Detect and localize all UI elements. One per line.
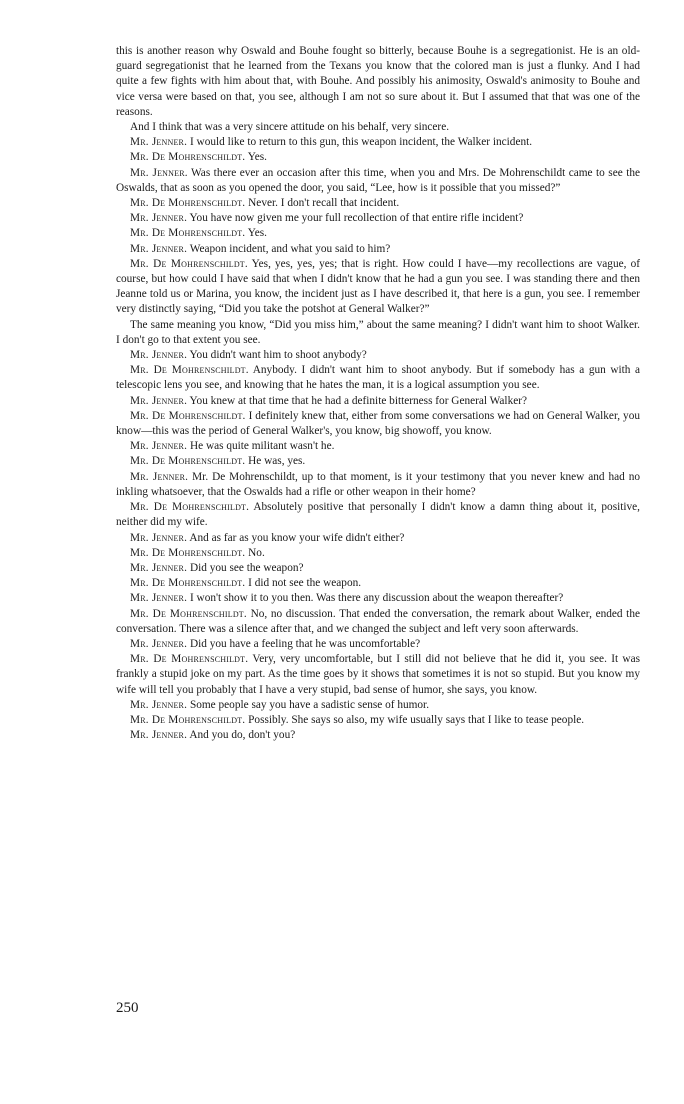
speaker-name: Mr. De Mohrenschildt. (130, 501, 250, 514)
transcript-paragraph (116, 531, 640, 546)
paragraph-text: Was there ever an occasion after this time, when you and Mrs. De Mohrenschildt came to see the Oswalds, that as soon as you opened the door, you said, “Lee, how is it possible that you missed?” (116, 166, 641, 194)
speaker-name: Mr. Jenner. (130, 440, 188, 453)
speaker-name: Mr. Jenner. (130, 470, 189, 483)
transcript-paragraph (116, 135, 640, 150)
speaker-name: Mr. De Mohrenschildt. (130, 607, 247, 620)
speaker-name: Mr. De Mohrenschildt. (130, 197, 246, 210)
transcript-paragraph (116, 546, 640, 561)
speaker-name: Mr. De Mohrenschildt. (130, 227, 246, 240)
transcript-paragraph (116, 454, 640, 469)
transcript-paragraph (116, 500, 640, 530)
paragraph-text: I did not see the weapon. (248, 577, 362, 590)
speaker-name: Mr. Jenner. (130, 166, 188, 179)
paragraph-text: Mr. De Mohrenschildt, up to that moment, is it your testimony that you never knew and had no inkling whatsoever, that the Oswalds had a rifle or other weapon in their home? (116, 470, 640, 498)
paragraph-text: No. (248, 546, 265, 559)
transcript-paragraph (116, 257, 640, 318)
transcript-paragraph (116, 242, 640, 257)
paragraph-text: You didn't want him to shoot anybody? (189, 349, 367, 362)
speaker-name: Mr. De Mohrenschildt. (130, 713, 246, 726)
paragraph-text: Weapon incident, and what you said to him? (189, 242, 391, 255)
speaker-name: Mr. De Mohrenschildt. (130, 151, 246, 164)
transcript-paragraph (116, 318, 640, 348)
paragraph-text: Did you have a feeling that he was uncomfortable? (189, 637, 421, 650)
transcript-paragraph (116, 439, 640, 454)
paragraph-text: And I think that was a very sincere attitude on his behalf, very sincere. (130, 121, 450, 134)
paragraph-text: Yes. (247, 151, 267, 164)
transcript-paragraph (116, 409, 640, 439)
transcript-paragraph (116, 607, 640, 637)
speaker-name: Mr. De Mohrenschildt. (130, 653, 249, 666)
paragraph-text: You have now given me your full recollection of that entire rifle incident? (189, 212, 524, 225)
transcript-paragraph (116, 394, 640, 409)
paragraph-text: Yes. (247, 227, 267, 240)
transcript-body (116, 44, 640, 743)
transcript-paragraph (116, 561, 640, 576)
paragraph-text: He was quite militant wasn't he. (189, 440, 335, 453)
paragraph-text: Very, very uncomfortable, but I still did not believe that he did it, you see. It was frankly a stupid joke on my part. As the time goes by it shows that sometimes it is not so stupid. But you know my wife will tell you probably that I have a very stupid, bad sense of humor, she says, you know. (116, 653, 640, 696)
speaker-name: Mr. Jenner. (130, 349, 188, 362)
speaker-name: Mr. Jenner. (130, 212, 188, 225)
paragraph-text: Never. I don't recall that incident. (248, 197, 400, 210)
paragraph-text: No, no discussion. That ended the conversation, the remark about Walker, ended the conversation. There was a silence after that, and we changed the subject and left very soon afterwards. (116, 607, 640, 635)
speaker-name: Mr. Jenner. (130, 729, 188, 742)
speaker-name: Mr. De Mohrenschildt. (130, 546, 246, 559)
speaker-name: Mr. Jenner. (130, 242, 188, 255)
transcript-paragraph (116, 44, 640, 120)
speaker-name: Mr. De Mohrenschildt. (130, 364, 249, 377)
speaker-name: Mr. Jenner. (130, 637, 188, 650)
paragraph-text: this is another reason why Oswald and Bouhe fought so bitterly, because Bouhe is a segregationist. He is an old-guard segregationist that he learned from the Texans you know that the colored man is just a flunky. And I had quite a few fights with him about that, with Bouhe. And possibly his animosity, Oswald's animosity to Bouhe and vice versa were based on that, you see, although I am not so sure about it. But I assumed that that was one of the reasons. (116, 45, 640, 118)
transcript-paragraph (116, 226, 640, 241)
transcript-paragraph (116, 150, 640, 165)
speaker-name: Mr. Jenner. (130, 136, 188, 149)
transcript-paragraph (116, 196, 640, 211)
paragraph-text: I would like to return to this gun, this weapon incident, the Walker incident. (189, 136, 533, 149)
speaker-name: Mr. De Mohrenschildt. (130, 455, 246, 468)
transcript-paragraph (116, 652, 640, 698)
transcript-paragraph (116, 728, 640, 743)
paragraph-text: Absolutely positive that personally I didn't know a damn thing about it, positive, neither did my wife. (116, 501, 640, 529)
transcript-paragraph (116, 348, 640, 363)
speaker-name: Mr. De Mohrenschildt. (130, 257, 248, 270)
speaker-name: Mr. De Mohrenschildt. (130, 409, 246, 422)
transcript-paragraph (116, 363, 640, 393)
paragraph-text: Anybody. I didn't want him to shoot anybody. But if somebody has a gun with a telescopic lens you see, and knowing that he hates the man, it is a logical assumption you see. (116, 364, 640, 392)
speaker-name: Mr. Jenner. (130, 561, 188, 574)
paragraph-text: He was, yes. (248, 455, 306, 468)
page-number: 250 (116, 1000, 139, 1016)
transcript-paragraph (116, 698, 640, 713)
paragraph-text: And as far as you know your wife didn't either? (189, 531, 405, 544)
speaker-name: Mr. Jenner. (130, 698, 188, 711)
paragraph-text: I definitely knew that, either from some conversations we had on General Walker, you know—this was the period of General Walker's, you know, big showoff, you know. (116, 409, 640, 438)
paragraph-text: Yes, yes, yes, yes; that is right. How could I have—my recollections are vague, of course, but how could I have said that when I didn't know that he had a gun you see. I was standing there and then Jeanne told us or Marina, you know, the incident just as I have described it, that here is a gun, you see. I remember very distinctly saying, “Did you take the potshot at General Walker?” (116, 257, 640, 316)
transcript-paragraph (116, 576, 640, 591)
paragraph-text: You knew at that time that he had a definite bitterness for General Walker? (189, 394, 528, 407)
transcript-paragraph (116, 470, 640, 500)
transcript-paragraph (116, 120, 640, 135)
paragraph-text: Possibly. She says so also, my wife usually says that I like to tease people. (248, 713, 585, 726)
speaker-name: Mr. Jenner. (130, 592, 188, 605)
paragraph-text: The same meaning you know, “Did you miss him,” about the same meaning? I didn't want him to shoot Walker. I don't go to that extent you see. (116, 318, 640, 346)
speaker-name: Mr. De Mohrenschildt. (130, 577, 246, 590)
transcript-paragraph (116, 211, 640, 226)
transcript-paragraph (116, 591, 640, 606)
paragraph-text: Did you see the weapon? (189, 561, 304, 574)
transcript-paragraph (116, 713, 640, 728)
paragraph-text: I won't show it to you then. Was there any discussion about the weapon thereafter? (189, 592, 564, 605)
paragraph-text: Some people say you have a sadistic sense of humor. (189, 698, 430, 711)
paragraph-text: And you do, don't you? (189, 729, 296, 742)
transcript-paragraph (116, 637, 640, 652)
speaker-name: Mr. Jenner. (130, 531, 188, 544)
transcript-paragraph (116, 166, 640, 196)
speaker-name: Mr. Jenner. (130, 394, 188, 407)
